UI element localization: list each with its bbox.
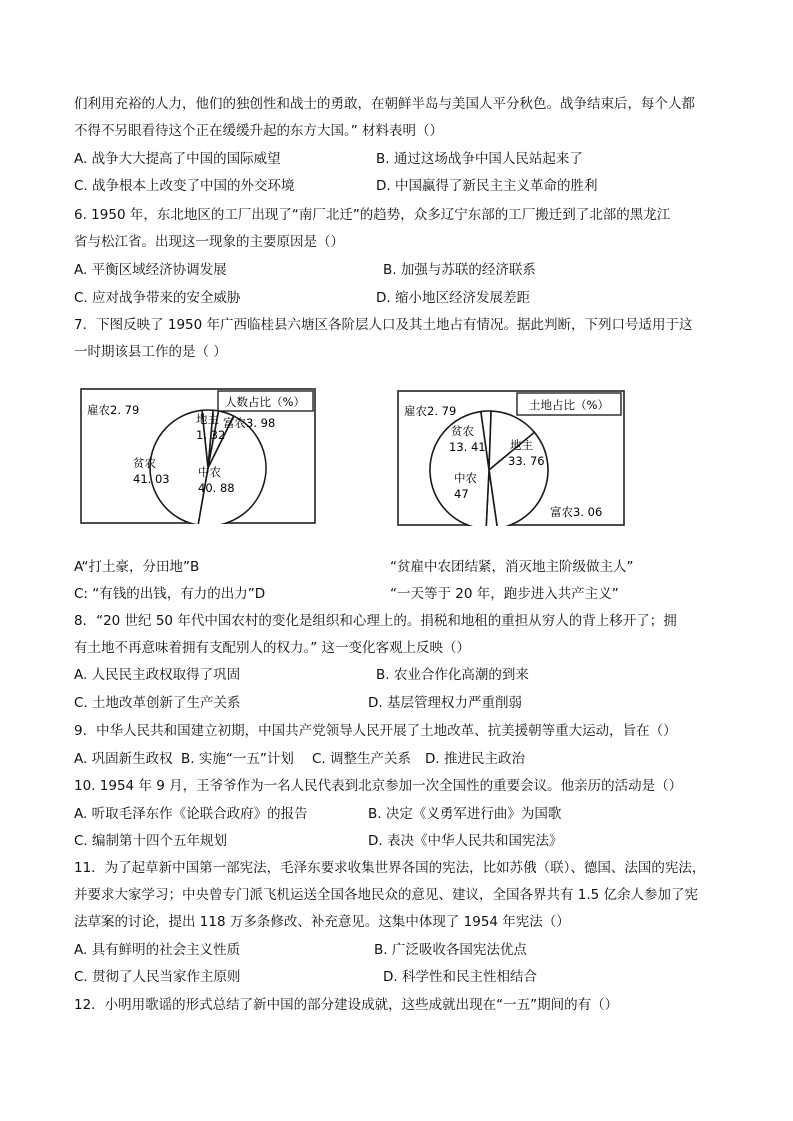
q7-stem-line2: 一时期该县工作的是（ ）: [74, 344, 227, 360]
q6-option-a: A. 平衡区域经济协调发展: [74, 262, 227, 278]
q5-option-c: C. 战争根本上改变了中国的外交环境: [74, 178, 295, 194]
q9-option-a: A. 巩固新生政权: [74, 751, 173, 767]
slice-label-富农: 富农3. 06: [550, 505, 603, 519]
slice-value-贫农: 13. 41: [449, 440, 486, 454]
slice-value-地主: 33. 76: [508, 454, 545, 468]
q11-stem-line2: 并要求大家学习；中央曾专门派飞机运送全国各地民众的意见、建议，全国各界共有 1.5 亿余人参加了宪: [74, 887, 699, 903]
q7-option-a: A“打土豪，分田地”B: [74, 559, 200, 575]
q11-option-b: B. 广泛吸收各国宪法优点: [374, 942, 527, 958]
slice-value-贫农: 41. 03: [133, 472, 170, 486]
q8-option-c: C. 土地改革创新了生产关系: [74, 695, 241, 711]
q7-option-b: “贫雇中农团结紧，消灭地主阶级做主人”: [390, 559, 634, 575]
q6-option-b: B. 加强与苏联的经济联系: [383, 262, 536, 278]
slice-value-地主: 1. 32: [196, 428, 226, 442]
q5-option-b: B. 通过这场战争中国人民站起来了: [376, 151, 583, 167]
q10-option-b: B. 决定《义勇军进行曲》为国歌: [368, 806, 562, 822]
q7-option-d: “一天等于 20 年，跑步进入共产主义”: [390, 586, 619, 602]
slice-label-贫农: 贫农: [133, 456, 156, 470]
slice-value-中农: 47: [454, 487, 469, 501]
q11-option-c: C. 贯彻了人民当家作主原则: [74, 969, 241, 985]
chart-title: 土地占比（%）: [529, 398, 609, 412]
q12-stem: 12．小明用歌谣的形式总结了新中国的部分建设成就，这些成就出现在“一五”期间的有（）: [74, 997, 619, 1013]
q6-stem-line2: 省与松江省。出现这一现象的主要原因是（）: [74, 234, 344, 250]
q7-stem-line1: 7．下图反映了 1950 年广西临桂县六塘区各阶层人口及其土地占有情况。据此判断，下列口号适用于这: [74, 317, 693, 333]
q9-option-b: B. 实施“一五”计划: [181, 751, 294, 767]
q8-stem-line1: 8．“20 世纪 50 年代中国农村的变化是组织和心理上的。捐税和地租的重担从穷人的背上移开了；拥: [74, 613, 677, 629]
land-share-pie-chart: [397, 390, 625, 526]
q5-stem-line2: 不得不另眼看待这个正在缓缓升起的东方大国。” 材料表明（）: [74, 123, 444, 139]
q10-stem: 10. 1954 年 9 月，王爷爷作为一名人民代表到北京参加一次全国性的重要会议。他亲历的活动是（）: [74, 778, 683, 794]
q10-option-d: D. 表决《中华人民共和国宪法》: [368, 833, 563, 849]
slice-label-贫农: 贫农: [451, 424, 474, 438]
q11-option-d: D. 科学性和民主性相结合: [383, 969, 537, 985]
slice-label-地主: 地主: [196, 412, 219, 426]
slice-label-中农: 中农: [454, 471, 477, 485]
q11-stem-line3: 法草案的讨论，提出 118 万多条修改、补充意见。这集中体现了 1954 年宪法（）: [74, 914, 570, 930]
q10-option-c: C. 编制第十四个五年规划: [74, 833, 228, 849]
q5-stem-line1: 们利用充裕的人力，他们的独创性和战士的勇敢，在朝鲜半岛与美国人平分秋色。战争结束后，每个人都: [74, 96, 695, 112]
q8-option-d: D. 基层管理权力严重削弱: [368, 695, 522, 711]
population-share-pie-chart: [80, 388, 316, 524]
q9-option-c: C. 调整生产关系: [312, 751, 412, 767]
q7-option-c: C: “有钱的出钱，有力的出力”D: [74, 586, 266, 602]
q6-option-d: D. 缩小地区经济发展差距: [376, 290, 530, 306]
q9-option-d: D. 推进民主政治: [425, 751, 525, 767]
q10-option-a: A. 听取毛泽东作《论联合政府》的报告: [74, 806, 308, 822]
q11-stem-line1: 11．为了起草新中国第一部宪法，毛泽东要求收集世界各国的宪法，比如苏俄（联）、德国、法国的宪法，: [74, 860, 706, 876]
slice-label-富农: 富农3. 98: [223, 416, 276, 430]
q9-stem: 9．中华人民共和国建立初期，中国共产党领导人民开展了土地改革、抗美援朝等重大运动，旨在（）: [74, 723, 677, 739]
slice-label-地主: 地主: [510, 438, 533, 452]
q5-option-a: A. 战争大大提高了中国的国际威望: [74, 151, 281, 167]
q11-option-a: A. 具有鲜明的社会主义性质: [74, 942, 241, 958]
q6-option-c: C. 应对战争带来的安全威胁: [74, 290, 241, 306]
slice-label-雇农: 雇农2. 79: [87, 403, 140, 417]
q6-stem-line1: 6. 1950 年，东北地区的工厂出现了“南厂北迁”的趋势，众多辽宁东部的工厂搬迁到了北部的黑龙江: [74, 207, 671, 223]
q8-stem-line2: 有土地不再意味着拥有支配别人的权力。” 这一变化客观上反映（）: [74, 640, 471, 656]
slice-value-中农: 40. 88: [198, 481, 235, 495]
slice-label-雇农: 雇农2. 79: [404, 404, 457, 418]
chart-title: 人数占比（%）: [225, 395, 305, 409]
q5-option-d: D. 中国赢得了新民主主义革命的胜利: [376, 178, 598, 194]
q8-option-b: B. 农业合作化高潮的到来: [376, 667, 529, 683]
slice-label-中农: 中农: [198, 465, 221, 479]
q8-option-a: A. 人民民主政权取得了巩固: [74, 667, 241, 683]
